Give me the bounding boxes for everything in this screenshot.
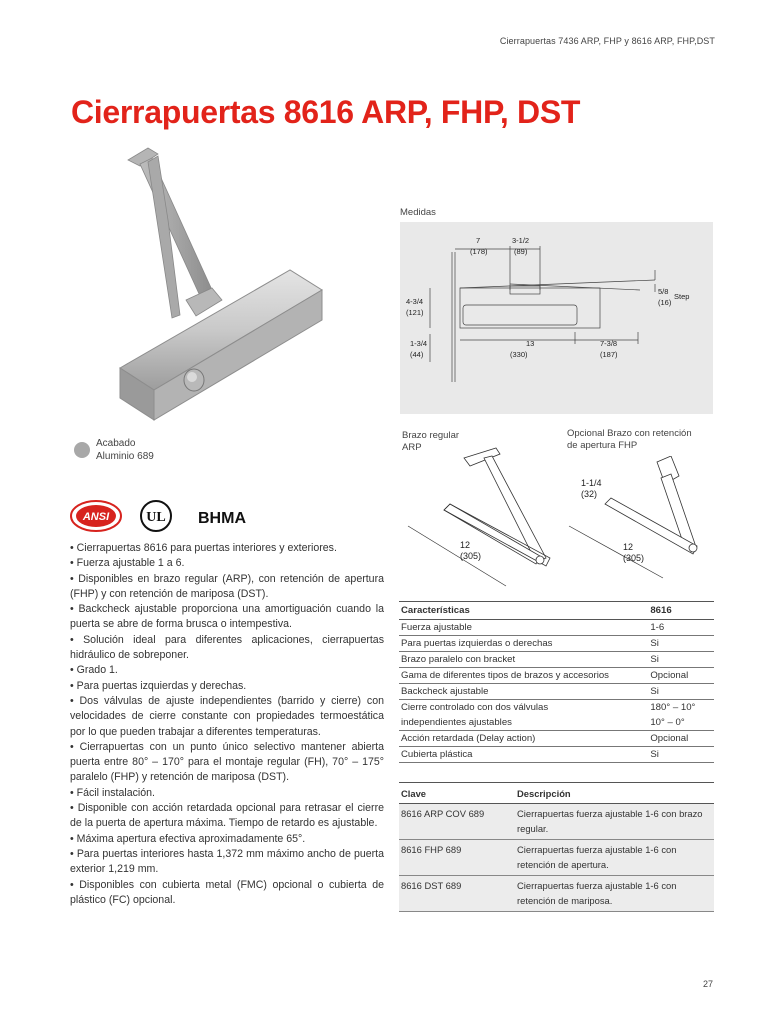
model-description-cell: Cierrapuertas fuerza ajustable 1-6 con brazo regular.	[515, 804, 714, 840]
feature-cell: independientes ajustables	[399, 715, 648, 731]
models-table-header	[399, 783, 714, 804]
dim-1-3-4: 1-3/4	[410, 339, 428, 348]
features-header-feature: Características	[399, 602, 648, 620]
finish-label-line-2: Aluminio 689	[96, 450, 154, 462]
dim-7-3-8: 7-3/8	[600, 339, 618, 348]
table-row	[399, 652, 714, 668]
feature-cell: Acción retardada (Delay action)	[399, 731, 648, 747]
dimensions-label: Medidas	[400, 207, 436, 218]
arm-fhp-dim: 12	[623, 542, 634, 552]
arm-regular-dim: 12	[460, 540, 471, 550]
arm-regular-label-line-2: ARP	[402, 442, 422, 453]
dim-13-mm: (330)	[510, 350, 528, 359]
arm-fhp-dim2: 1-1/4	[581, 478, 602, 488]
ansi-logo	[71, 501, 121, 531]
bullet-item: • Disponibles con cubierta metal (FMC) opcional o cubierta de plástico (FC) opcional.	[70, 878, 384, 906]
dim-13: 13	[526, 339, 535, 348]
table-row	[399, 620, 714, 636]
model-key-cell: 8616 FHP 689	[399, 840, 515, 876]
table-row	[399, 876, 714, 912]
running-header: Cierrapuertas 7436 ARP, FHP y 8616 ARP, FHP,DST	[499, 36, 715, 46]
page-title: Cierrapuertas 8616 ARP, FHP, DST	[71, 94, 581, 130]
feature-cell: Cierre controlado con dos válvulas	[401, 702, 549, 713]
arm-fhp-label	[567, 428, 692, 452]
feature-cell: Cubierta plástica	[399, 747, 648, 763]
finish-swatch	[74, 442, 90, 458]
feature-bullet-list	[70, 541, 384, 908]
features-table	[399, 601, 714, 763]
dim-7-mm: (178)	[470, 247, 488, 256]
ul-logo-text: UL	[146, 510, 166, 525]
arm-fhp-drawing	[565, 456, 715, 586]
bullet-item: • Disponibles en brazo regular (ARP), con retención de apertura (FHP) y con retención de mariposa (DST).	[70, 572, 384, 600]
bullet-item: • Máxima apertura efectiva aproximadamente 65°.	[70, 832, 306, 845]
table-row	[399, 715, 714, 731]
ansi-logo-text: ANSI	[82, 511, 110, 523]
arm-fhp-label-line-1: Opcional Brazo con retención	[567, 428, 692, 439]
model-key-cell: 8616 ARP COV 689	[399, 804, 515, 840]
models-header-description: Descripción	[515, 783, 714, 804]
dim-7-3-8-mm: (187)	[600, 350, 618, 359]
value-cell: 10° – 0°	[648, 715, 714, 731]
arm-regular-label-line-1: Brazo regular	[402, 430, 460, 441]
table-row	[399, 700, 714, 716]
feature-cell: Backcheck ajustable	[399, 684, 648, 700]
dim-5-8-mm: (16)	[658, 298, 672, 307]
table-row	[399, 747, 714, 763]
model-key-cell: 8616 DST 689	[399, 876, 515, 912]
bullet-item: • Fácil instalación.	[70, 786, 155, 799]
model-description-cell: Cierrapuertas fuerza ajustable 1-6 con retención de mariposa.	[515, 876, 714, 912]
dimensions-drawing	[400, 222, 713, 414]
dim-5-8: 5/8	[658, 287, 669, 296]
bullet-item: • Grado 1.	[70, 664, 118, 677]
arm-fhp-label-line-2: de apertura FHP	[567, 440, 638, 451]
dim-1-3-4-mm: (44)	[410, 350, 424, 359]
value-cell: 180° – 10°	[650, 702, 696, 713]
arm-fhp-dim2-mm: (32)	[581, 489, 598, 499]
feature-cell: Gama de diferentes tipos de brazos y accesorios	[399, 668, 648, 684]
arm-regular-dim-mm: (305)	[460, 551, 482, 561]
table-row	[399, 684, 714, 700]
dim-3-1-2: 3-1/2	[512, 236, 530, 245]
features-table-header	[399, 602, 714, 620]
table-row	[399, 668, 714, 684]
feature-cell: Brazo paralelo con bracket	[399, 652, 648, 668]
models-header-key: Clave	[399, 783, 515, 804]
models-table	[399, 782, 714, 912]
value-cell: Opcional	[648, 668, 714, 684]
dim-3-1-2-mm: (89)	[514, 247, 528, 256]
feature-cell: Para puertas izquierdas o derechas	[399, 636, 648, 652]
value-cell: Si	[648, 636, 714, 652]
bullet-item: • Para puertas izquierdas y derechas.	[70, 679, 247, 692]
arm-fhp-dim-mm: (305)	[623, 553, 645, 563]
bullet-item: • Solución ideal para diferentes aplicaciones, cierrapuertas hidráulico de sobreponer.	[70, 633, 384, 662]
table-row	[399, 804, 714, 840]
bhma-logo: BHMA	[198, 510, 246, 527]
dim-4-3-4-mm: (121)	[406, 308, 424, 317]
bullet-item: • Dos válvulas de ajuste independientes (barrido y cierre) con velocidades de cierre constante con propiedades termoestática por lo que pueden trabajar a diferentes temperaturas.	[70, 694, 384, 738]
bullet-item: • Cierrapuertas con un punto único selectivo mantener abierta puerta entre 80° – 170° para el montaje regular (FH), 70° – 175° paralelo (FHP) y retención de mariposa (DST).	[70, 740, 384, 784]
bullet-item: • Backcheck ajustable proporciona una amortiguación cuando la puerta se abre de forma brusca o intempestiva.	[70, 603, 384, 631]
feature-cell: Fuerza ajustable	[399, 620, 648, 636]
value-cell: Si	[648, 747, 714, 763]
dim-step: Step	[674, 292, 690, 301]
table-row	[399, 636, 714, 652]
features-header-model: 8616	[648, 602, 714, 620]
arm-regular-drawing	[400, 446, 558, 590]
finish-label	[96, 438, 154, 463]
bullet-item: • Disponible con acción retardada opcional para retrasar el cierre de la puerta de apertura máxima. Tiempo de retardo es ajustable.	[70, 802, 384, 830]
value-cell: Si	[648, 684, 714, 700]
page-number: 27	[703, 979, 714, 989]
table-row	[399, 731, 714, 747]
value-cell: Si	[648, 652, 714, 668]
bullet-item: • Para puertas interiores hasta 1,372 mm máximo ancho de puerta exterior 1,219 mm.	[70, 847, 384, 876]
door-closer-photo	[100, 140, 330, 430]
bullet-item: • Cierrapuertas 8616 para puertas interiores y exteriores.	[70, 542, 337, 554]
model-description-cell: Cierrapuertas fuerza ajustable 1-6 con retención de apertura.	[515, 840, 714, 876]
ul-logo	[141, 501, 171, 531]
value-cell: Opcional	[648, 731, 714, 747]
value-cell: 1-6	[648, 620, 714, 636]
dimensions-drawing-panel	[400, 222, 713, 414]
finish-label-line-1: Acabado	[96, 438, 136, 449]
dim-4-3-4: 4-3/4	[406, 297, 424, 306]
bullet-item: • Fuerza ajustable 1 a 6.	[70, 557, 185, 570]
certification-logos	[70, 496, 260, 536]
table-row	[399, 840, 714, 876]
dim-7: 7	[476, 236, 481, 245]
